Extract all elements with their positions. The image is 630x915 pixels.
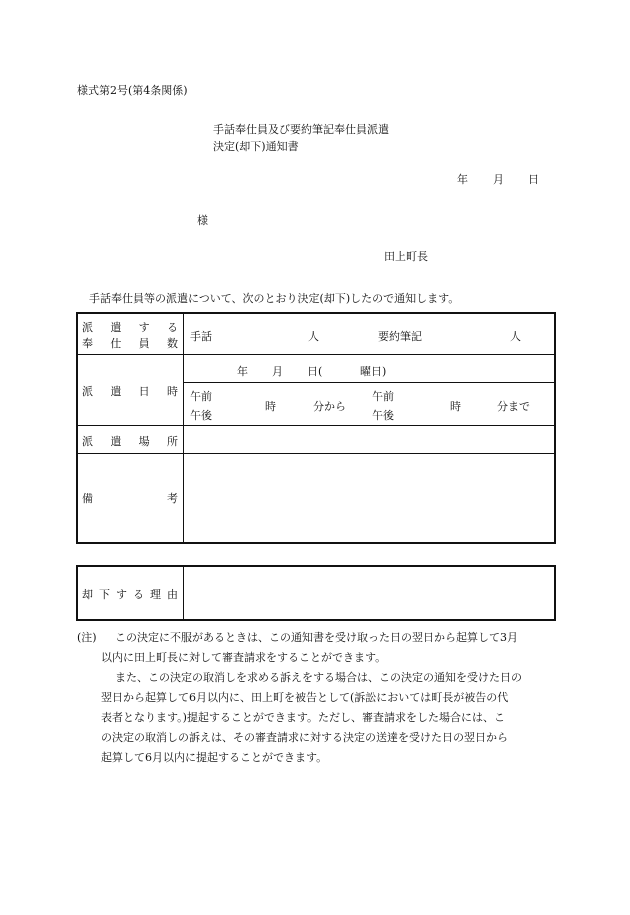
sign-language-label: 手話 xyxy=(190,330,212,343)
form-number: 様式第2号(第4条関係) xyxy=(77,84,188,97)
end-am-label: 午前 xyxy=(372,390,394,403)
dispatch-date-day: 日( xyxy=(307,365,323,378)
notes-line: 表者となります。)提起することができます。ただし、審査請求をした場合には、こ xyxy=(101,711,506,724)
rejection-column-divider xyxy=(183,566,184,620)
row-label-staff-count-line1: 派 遣 す る xyxy=(82,321,178,334)
row-label-remarks: 備 考 xyxy=(82,492,178,505)
addressee-suffix: 様 xyxy=(197,214,208,227)
notes-line: 以内に田上町長に対して審査請求をすることができます。 xyxy=(101,651,387,664)
rejection-reason-label: 却 下 す る 理 由 xyxy=(82,588,178,601)
document-title-line2: 決定(却下)通知書 xyxy=(213,140,299,153)
table-column-divider xyxy=(183,313,184,543)
end-hour-unit: 時 xyxy=(450,400,461,413)
document-title-line1: 手話奉仕員及び要約筆記奉仕員派遣 xyxy=(213,123,389,136)
issue-date-month: 月 xyxy=(493,173,504,186)
row-label-dispatch-datetime: 派 遣 日 時 xyxy=(82,385,178,398)
summary-writing-unit: 人 xyxy=(510,330,521,343)
start-minute-from: 分から xyxy=(313,400,346,413)
notes-line: の決定の取消しの訴えは、その審査請求に対する決定の送達を受けた日の翌日から xyxy=(101,731,508,744)
intro-text: 手話奉仕員等の派遣について、次のとおり決定(却下)したので通知します。 xyxy=(89,292,460,305)
issue-date-day: 日 xyxy=(528,173,539,186)
start-hour-unit: 時 xyxy=(265,400,276,413)
table-row-divider xyxy=(77,425,555,426)
dispatch-date-weekday: 曜日) xyxy=(360,365,387,378)
end-pm-label: 午後 xyxy=(372,409,394,422)
notes-line: また、この決定の取消しを求める訴えをする場合は、この決定の通知を受けた日の xyxy=(115,671,522,684)
row-label-staff-count-line2: 奉 仕 員 数 xyxy=(82,337,178,350)
sender-name: 田上町長 xyxy=(384,250,428,263)
table-row-divider xyxy=(184,382,555,383)
notes-prefix: (注) xyxy=(77,631,97,644)
dispatch-date-month: 月 xyxy=(272,365,283,378)
issue-date-year: 年 xyxy=(457,173,468,186)
notes-line: 起算して6月以内に提起することができます。 xyxy=(101,751,328,764)
notes-line: 翌日から起算して6月以内に、田上町を被告として(訴訟においては町長が被告の代 xyxy=(101,691,509,704)
row-label-dispatch-location: 派 遣 場 所 xyxy=(82,435,178,448)
notes-line: この決定に不服があるときは、この通知書を受け取った日の翌日から起算して3月 xyxy=(115,631,518,644)
summary-writing-label: 要約筆記 xyxy=(378,330,422,343)
start-am-label: 午前 xyxy=(190,390,212,403)
start-pm-label: 午後 xyxy=(190,409,212,422)
table-row-divider xyxy=(77,453,555,454)
table-row-divider xyxy=(77,354,555,355)
dispatch-date-year: 年 xyxy=(237,365,248,378)
end-minute-until: 分まで xyxy=(497,400,530,413)
sign-language-unit: 人 xyxy=(308,330,319,343)
